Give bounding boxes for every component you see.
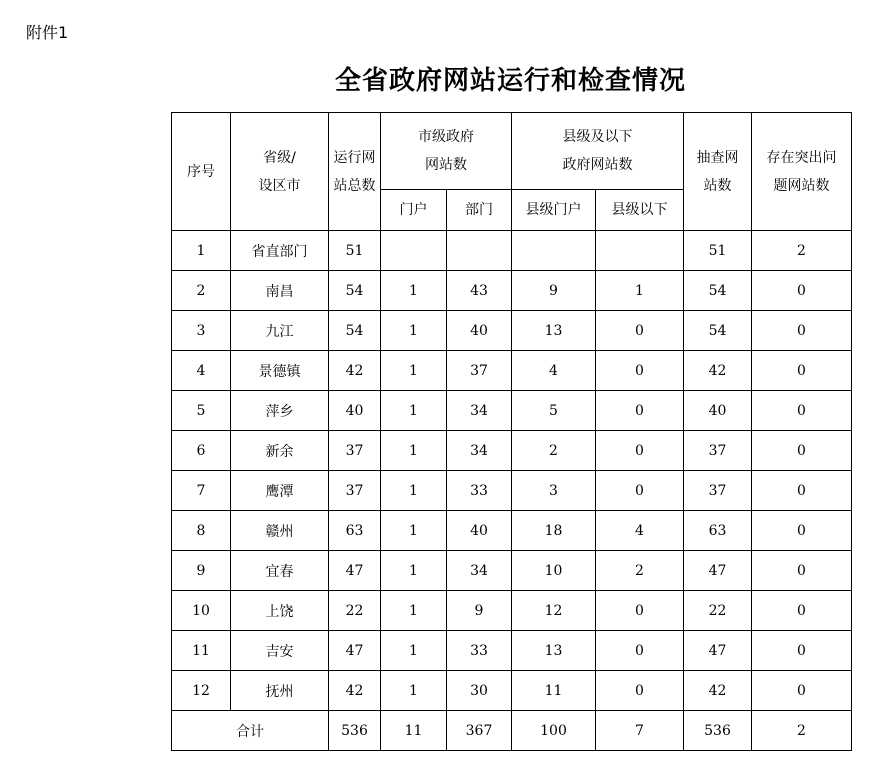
cell-total: 22	[329, 591, 381, 631]
header-city-dept: 部门	[447, 190, 512, 231]
header-city-line2: 网站数	[425, 157, 467, 173]
cell-problems: 0	[752, 351, 852, 391]
cell-name: 上饶	[231, 591, 329, 631]
cell-county-below: 2	[596, 551, 684, 591]
cell-seq: 9	[172, 551, 231, 591]
cell-total: 47	[329, 631, 381, 671]
cell-county-below: 0	[596, 431, 684, 471]
cell-sampled: 42	[684, 671, 752, 711]
table-row	[172, 551, 852, 591]
cell-seq: 7	[172, 471, 231, 511]
cell-city-portal: 1	[381, 671, 447, 711]
cell-total: 37	[329, 431, 381, 471]
cell-county-portal: 4	[512, 351, 596, 391]
cell-seq: 3	[172, 311, 231, 351]
cell-city-portal: 1	[381, 631, 447, 671]
header-region	[231, 113, 329, 231]
table-row	[172, 431, 852, 471]
cell-city-dept: 40	[447, 311, 512, 351]
table-row	[172, 511, 852, 551]
header-region-line1: 省级/	[263, 149, 296, 166]
totals-row	[172, 711, 852, 751]
cell-seq: 12	[172, 671, 231, 711]
cell-city-dept: 34	[447, 551, 512, 591]
cell-city-dept: 33	[447, 471, 512, 511]
cell-county-below: 0	[596, 351, 684, 391]
header-problems-line2: 题网站数	[773, 177, 830, 194]
cell-city-dept: 34	[447, 431, 512, 471]
header-city-line1: 市级政府	[418, 129, 474, 145]
stats-table	[171, 112, 852, 751]
cell-city-dept: 30	[447, 671, 512, 711]
cell-county-portal: 12	[512, 591, 596, 631]
cell-seq: 4	[172, 351, 231, 391]
header-county-line2: 政府网站数	[562, 157, 633, 173]
attachment-label: 附件1	[26, 23, 69, 42]
cell-name: 省直部门	[231, 231, 329, 271]
cell-city-portal: 1	[381, 551, 447, 591]
cell-name: 吉安	[231, 631, 329, 671]
cell-county-below: 0	[596, 471, 684, 511]
page-title: 全省政府网站运行和检查情况	[334, 66, 686, 96]
cell-county-below: 0	[596, 631, 684, 671]
cell-county-portal: 13	[512, 631, 596, 671]
cell-total: 54	[329, 311, 381, 351]
cell-county-portal: 3	[512, 471, 596, 511]
cell-city-portal: 1	[381, 591, 447, 631]
cell-sampled: 47	[684, 631, 752, 671]
cell-city-portal: 1	[381, 311, 447, 351]
cell-sampled: 37	[684, 431, 752, 471]
cell-city-dept: 33	[447, 631, 512, 671]
cell-problems: 2	[752, 231, 852, 271]
cell-problems: 0	[752, 631, 852, 671]
header-seq-label: 序号	[187, 163, 215, 180]
cell-county-below: 4	[596, 511, 684, 551]
cell-county-portal: 9	[512, 271, 596, 311]
cell-county-portal: 11	[512, 671, 596, 711]
cell-name: 抚州	[231, 671, 329, 711]
cell-seq: 11	[172, 631, 231, 671]
cell-name: 景德镇	[231, 351, 329, 391]
cell-problems: 0	[752, 591, 852, 631]
table-row	[172, 671, 852, 711]
cell-problems: 0	[752, 471, 852, 511]
cell-name: 九江	[231, 311, 329, 351]
cell-city-dept: 43	[447, 271, 512, 311]
cell-total: 51	[329, 231, 381, 271]
cell-county-below: 0	[596, 391, 684, 431]
cell-total: 42	[329, 671, 381, 711]
header-running-line2: 站总数	[333, 177, 376, 194]
table-row	[172, 311, 852, 351]
cell-sampled: 51	[684, 231, 752, 271]
totals-label: 合计	[172, 711, 329, 751]
header-seq	[172, 113, 231, 231]
cell-sampled: 42	[684, 351, 752, 391]
cell-county-portal: 10	[512, 551, 596, 591]
cell-county-portal	[512, 231, 596, 271]
cell-city-portal: 1	[381, 391, 447, 431]
table-header	[172, 113, 852, 231]
header-city-portal: 门户	[381, 190, 447, 231]
cell-problems: 0	[752, 511, 852, 551]
totals-city-portal: 11	[381, 711, 447, 751]
header-county-sites	[512, 113, 684, 190]
cell-city-portal	[381, 231, 447, 271]
cell-seq: 2	[172, 271, 231, 311]
cell-name: 新余	[231, 431, 329, 471]
table-body	[172, 231, 852, 751]
header-sampled	[684, 113, 752, 231]
cell-total: 47	[329, 551, 381, 591]
cell-city-dept: 40	[447, 511, 512, 551]
table-row	[172, 271, 852, 311]
cell-county-portal: 13	[512, 311, 596, 351]
totals-county-below: 7	[596, 711, 684, 751]
totals-total: 536	[329, 711, 381, 751]
cell-city-dept: 9	[447, 591, 512, 631]
header-running-total	[329, 113, 381, 231]
cell-sampled: 47	[684, 551, 752, 591]
cell-county-portal: 5	[512, 391, 596, 431]
header-county-below: 县级以下	[596, 190, 684, 231]
cell-problems: 0	[752, 431, 852, 471]
totals-county-portal: 100	[512, 711, 596, 751]
cell-city-dept: 37	[447, 351, 512, 391]
cell-seq: 8	[172, 511, 231, 551]
cell-city-dept	[447, 231, 512, 271]
cell-problems: 0	[752, 271, 852, 311]
table-row	[172, 391, 852, 431]
cell-county-below: 0	[596, 671, 684, 711]
cell-total: 40	[329, 391, 381, 431]
cell-sampled: 63	[684, 511, 752, 551]
header-problems	[752, 113, 852, 231]
table-row	[172, 231, 852, 271]
totals-sampled: 536	[684, 711, 752, 751]
cell-name: 宜春	[231, 551, 329, 591]
cell-city-portal: 1	[381, 431, 447, 471]
header-county-line1: 县级及以下	[562, 129, 633, 145]
table-row	[172, 351, 852, 391]
cell-problems: 0	[752, 671, 852, 711]
cell-city-dept: 34	[447, 391, 512, 431]
cell-county-below: 0	[596, 311, 684, 351]
header-running-line1: 运行网	[333, 149, 376, 166]
cell-total: 37	[329, 471, 381, 511]
cell-total: 63	[329, 511, 381, 551]
cell-city-portal: 1	[381, 511, 447, 551]
header-sampled-line1: 抽查网	[696, 149, 739, 166]
cell-sampled: 54	[684, 311, 752, 351]
cell-sampled: 54	[684, 271, 752, 311]
cell-seq: 10	[172, 591, 231, 631]
header-problems-line1: 存在突出问	[766, 149, 837, 166]
header-region-line2: 设区市	[258, 177, 301, 194]
cell-seq: 6	[172, 431, 231, 471]
cell-city-portal: 1	[381, 471, 447, 511]
header-city-sites	[381, 113, 512, 190]
cell-total: 42	[329, 351, 381, 391]
cell-name: 南昌	[231, 271, 329, 311]
cell-name: 赣州	[231, 511, 329, 551]
header-county-portal: 县级门户	[512, 190, 596, 231]
table-row	[172, 631, 852, 671]
header-sampled-line2: 站数	[703, 177, 732, 194]
cell-problems: 0	[752, 391, 852, 431]
cell-county-below	[596, 231, 684, 271]
totals-problems: 2	[752, 711, 852, 751]
cell-sampled: 40	[684, 391, 752, 431]
cell-sampled: 37	[684, 471, 752, 511]
cell-name: 萍乡	[231, 391, 329, 431]
cell-name: 鹰潭	[231, 471, 329, 511]
cell-county-below: 0	[596, 591, 684, 631]
cell-problems: 0	[752, 551, 852, 591]
table-row	[172, 471, 852, 511]
cell-county-below: 1	[596, 271, 684, 311]
cell-sampled: 22	[684, 591, 752, 631]
table-row	[172, 591, 852, 631]
cell-county-portal: 2	[512, 431, 596, 471]
cell-city-portal: 1	[381, 271, 447, 311]
totals-city-dept: 367	[447, 711, 512, 751]
cell-county-portal: 18	[512, 511, 596, 551]
cell-seq: 1	[172, 231, 231, 271]
cell-total: 54	[329, 271, 381, 311]
cell-problems: 0	[752, 311, 852, 351]
cell-seq: 5	[172, 391, 231, 431]
cell-city-portal: 1	[381, 351, 447, 391]
